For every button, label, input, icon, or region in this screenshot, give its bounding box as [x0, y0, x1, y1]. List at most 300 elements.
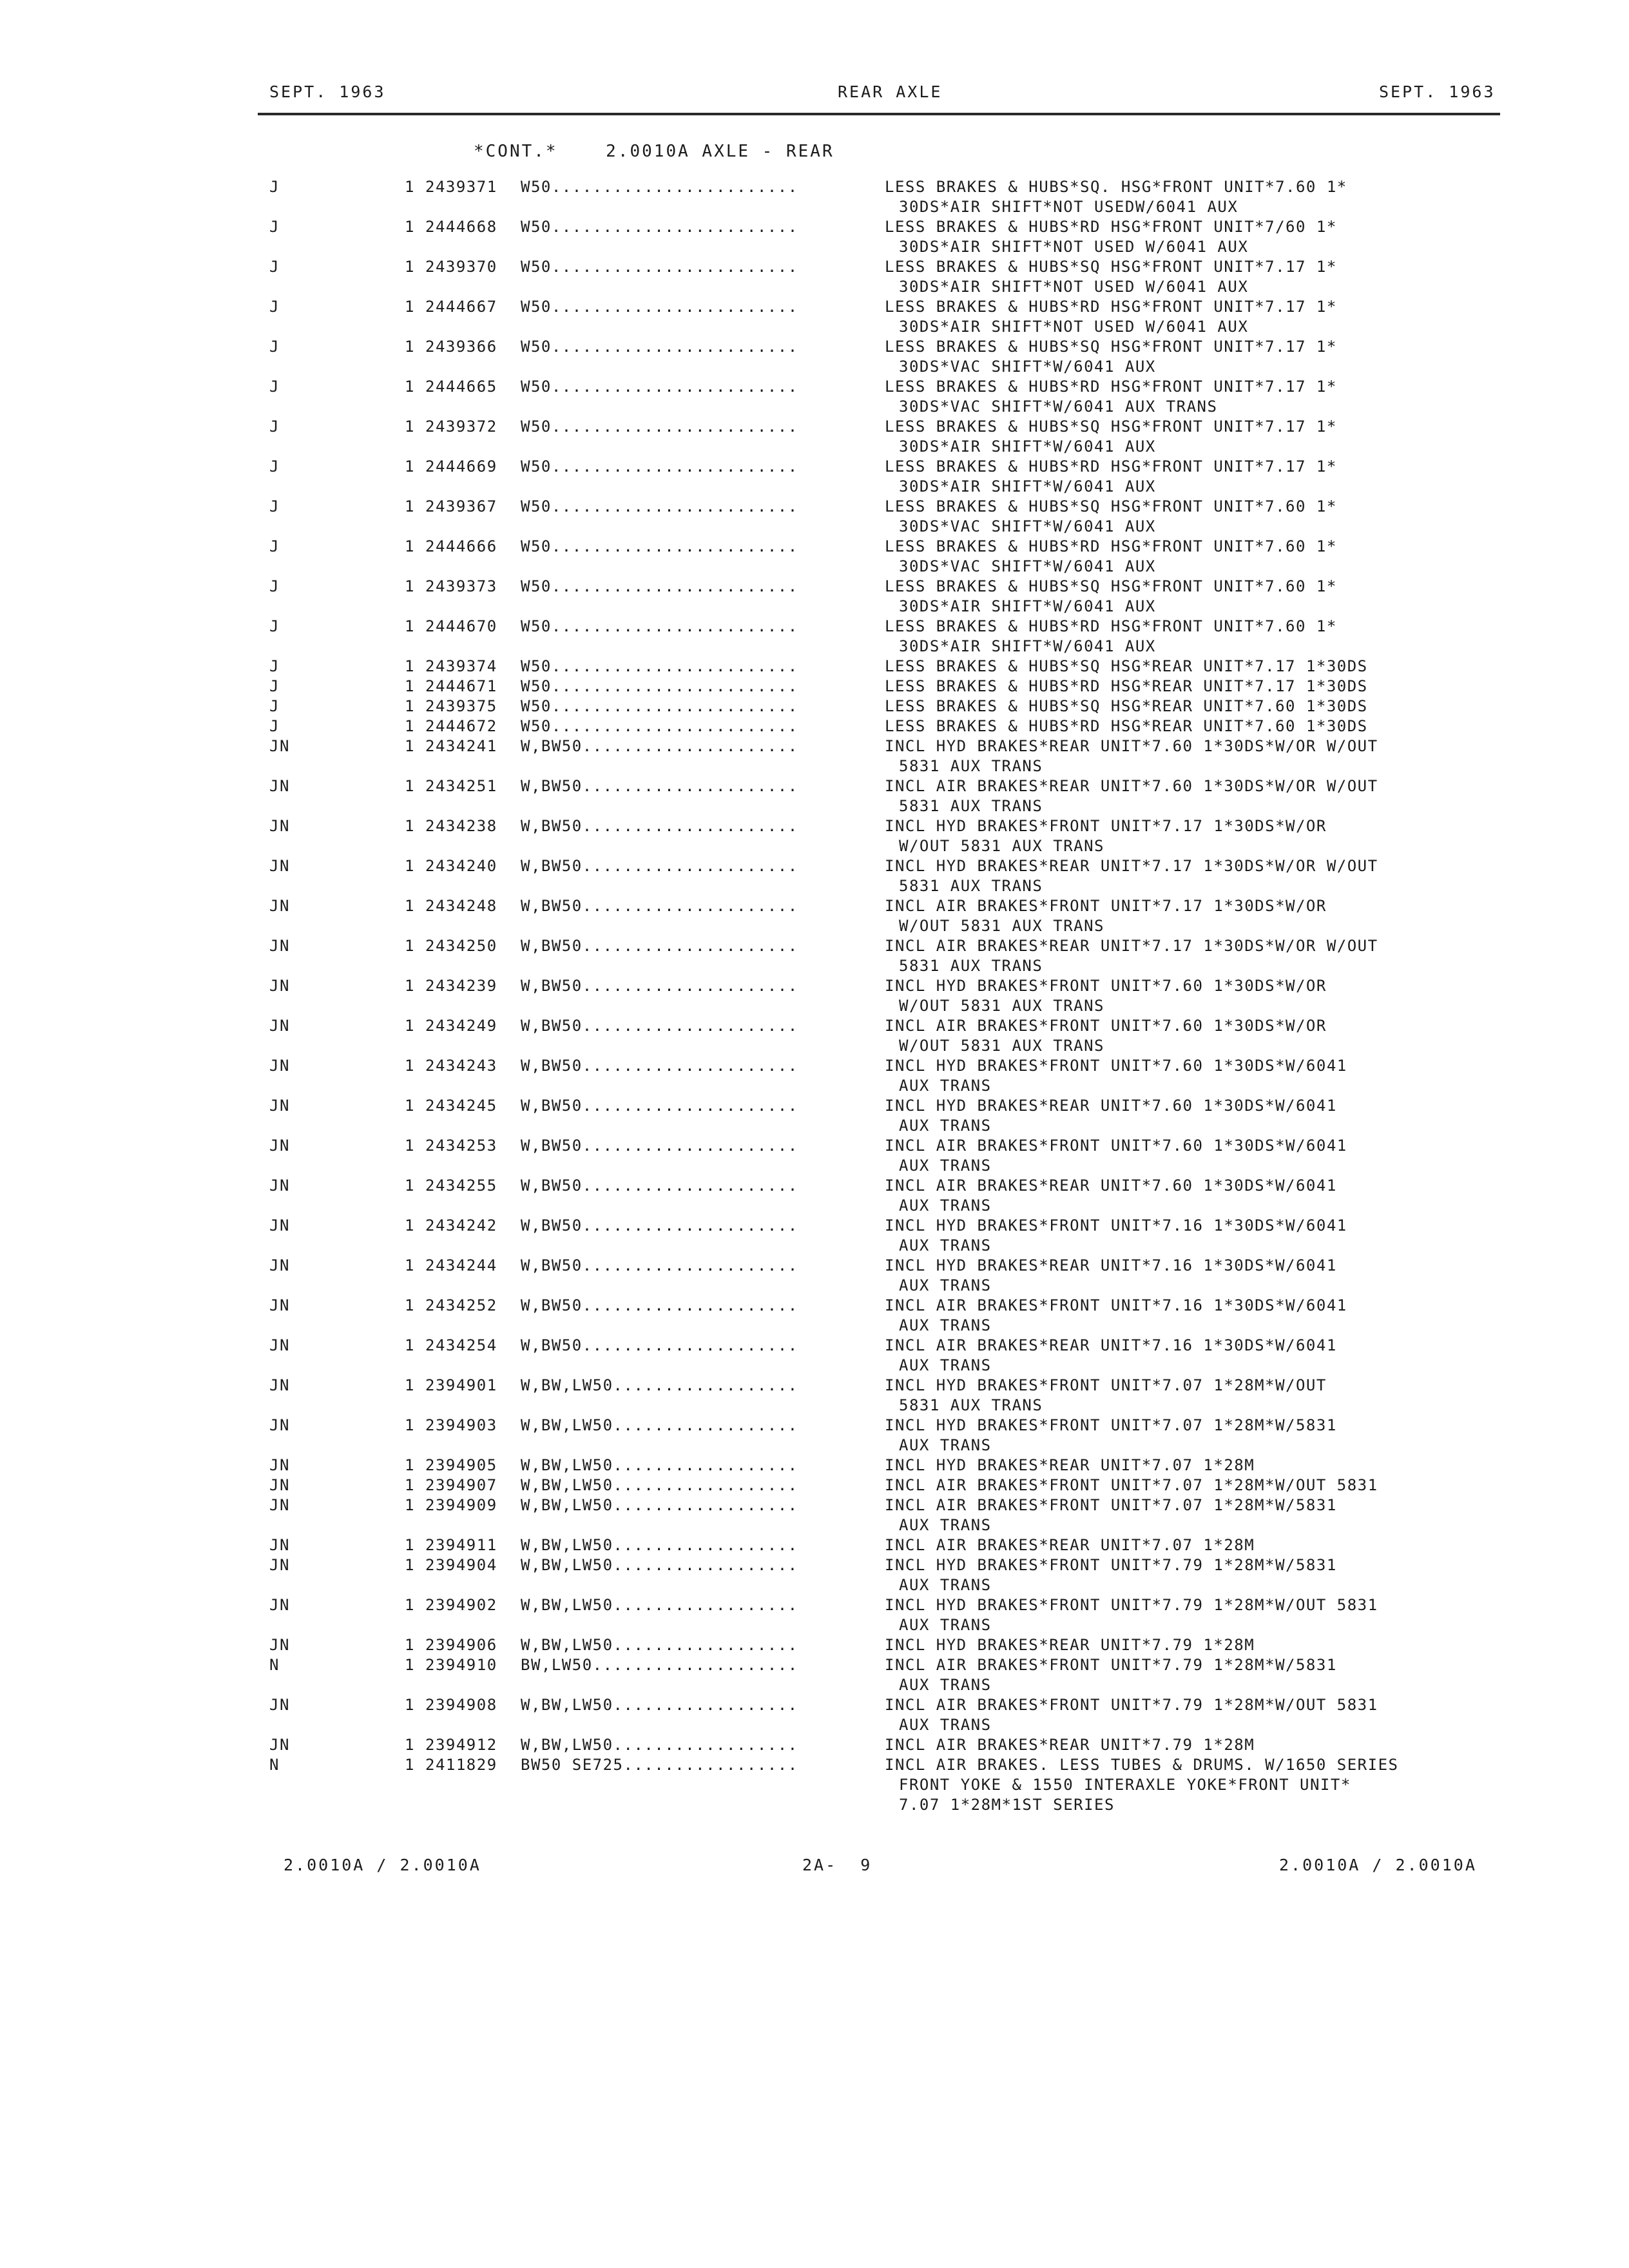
list-item-continuation	[0, 1276, 1629, 1296]
list-item	[0, 1535, 1629, 1555]
usage-code: J	[269, 338, 280, 356]
list-item	[0, 1296, 1629, 1316]
list-item	[0, 1695, 1629, 1715]
description-line: 7.07 1*28M*1ST SERIES	[899, 1796, 1115, 1814]
list-item	[0, 377, 1629, 397]
part-number: 2444665	[425, 378, 497, 396]
quantity: 1	[405, 497, 415, 515]
description-line: INCL HYD BRAKES*FRONT UNIT*7.17 1*30DS*W/OR	[885, 817, 1327, 835]
description-line: INCL HYD BRAKES*REAR UNIT*7.79 1*28M	[885, 1636, 1255, 1654]
dot-leader: ........................	[551, 338, 798, 356]
list-item	[0, 1136, 1629, 1156]
list-item-continuation	[0, 876, 1629, 896]
part-number: 2434251	[425, 777, 497, 795]
description-line: 30DS*AIR SHIFT*W/6041 AUX	[899, 637, 1156, 655]
part-number: 2394911	[425, 1536, 497, 1554]
dot-leader: ........................	[551, 697, 798, 715]
usage-code: J	[269, 298, 280, 316]
list-item	[0, 537, 1629, 557]
dot-leader: .....................	[582, 1256, 798, 1274]
description-line: LESS BRAKES & HUBS*RD HSG*FRONT UNIT*7.17 1*	[885, 457, 1337, 476]
model-applicability	[521, 617, 798, 637]
model-applicability	[521, 1216, 798, 1236]
dot-leader: ..................	[613, 1476, 798, 1494]
part-number: 2439375	[425, 697, 497, 715]
list-item	[0, 1336, 1629, 1356]
list-item-continuation	[0, 1396, 1629, 1416]
model-applicability	[521, 716, 798, 736]
description-line: 30DS*AIR SHIFT*NOT USED W/6041 AUX	[899, 278, 1249, 296]
list-item	[0, 816, 1629, 836]
part-number: 2439372	[425, 418, 497, 436]
model-applicability	[521, 1256, 798, 1276]
model-text: W50	[521, 298, 552, 316]
part-number: 2434253	[425, 1137, 497, 1155]
dot-leader: ....................	[592, 1656, 798, 1674]
description-line: INCL AIR BRAKES*REAR UNIT*7.07 1*28M	[885, 1536, 1255, 1554]
description-line: 5831 AUX TRANS	[899, 797, 1043, 815]
list-item	[0, 736, 1629, 756]
model-applicability	[521, 497, 798, 517]
list-item	[0, 337, 1629, 357]
dot-leader: .................	[623, 1756, 798, 1774]
dot-leader: ........................	[551, 677, 798, 695]
description-line: AUX TRANS	[899, 1356, 992, 1374]
quantity: 1	[405, 857, 415, 875]
usage-code: JN	[269, 1556, 290, 1574]
list-item-continuation	[0, 1515, 1629, 1535]
model-applicability	[521, 457, 798, 477]
model-text: W50	[521, 537, 552, 555]
model-applicability	[521, 736, 798, 756]
part-number: 2394910	[425, 1656, 497, 1674]
description-line: 30DS*AIR SHIFT*NOT USEDW/6041 AUX	[899, 198, 1239, 216]
usage-code: J	[269, 378, 280, 396]
quantity: 1	[405, 457, 415, 476]
list-item-continuation	[0, 1316, 1629, 1336]
description-line: LESS BRAKES & HUBS*SQ HSG*REAR UNIT*7.17 1*30DS	[885, 657, 1368, 675]
list-item-continuation	[0, 397, 1629, 417]
model-applicability	[521, 1635, 798, 1655]
quantity: 1	[405, 1756, 415, 1774]
model-text: W,BW,LW50	[521, 1696, 613, 1714]
dot-leader: ..................	[613, 1736, 798, 1754]
description-line: INCL HYD BRAKES*FRONT UNIT*7.60 1*30DS*W/6041	[885, 1057, 1347, 1075]
description-line: AUX TRANS	[899, 1516, 992, 1534]
model-applicability	[521, 1555, 798, 1575]
list-item-continuation	[0, 477, 1629, 497]
part-number: 2411829	[425, 1756, 497, 1774]
quantity: 1	[405, 1017, 415, 1035]
model-applicability	[521, 177, 798, 197]
model-applicability	[521, 1136, 798, 1156]
model-applicability	[521, 936, 798, 956]
usage-code: J	[269, 677, 280, 695]
part-number: 2444668	[425, 218, 497, 236]
list-item-continuation	[0, 1076, 1629, 1096]
usage-code: J	[269, 497, 280, 515]
model-applicability	[521, 697, 798, 716]
model-applicability	[521, 1535, 798, 1555]
description-line: LESS BRAKES & HUBS*RD HSG*FRONT UNIT*7.17 1*	[885, 378, 1337, 396]
model-applicability	[521, 1336, 798, 1356]
quantity: 1	[405, 1556, 415, 1574]
model-text: BW,LW50	[521, 1656, 593, 1674]
header-rule	[258, 113, 1500, 115]
model-text: W,BW,LW50	[521, 1556, 613, 1574]
usage-code: JN	[269, 1137, 290, 1155]
usage-code: JN	[269, 1376, 290, 1394]
description-line: W/OUT 5831 AUX TRANS	[899, 997, 1104, 1015]
model-applicability	[521, 1655, 798, 1675]
quantity: 1	[405, 1416, 415, 1434]
list-item	[0, 257, 1629, 277]
quantity: 1	[405, 677, 415, 695]
description-line: INCL HYD BRAKES*FRONT UNIT*7.60 1*30DS*W/OR	[885, 977, 1327, 995]
list-item-continuation	[0, 597, 1629, 617]
dot-leader: .....................	[582, 1017, 798, 1035]
usage-code: JN	[269, 1177, 290, 1195]
description-line: 5831 AUX TRANS	[899, 1396, 1043, 1414]
quantity: 1	[405, 617, 415, 635]
list-item-continuation	[0, 557, 1629, 577]
quantity: 1	[405, 1097, 415, 1115]
description-line: 5831 AUX TRANS	[899, 757, 1043, 775]
part-number: 2434254	[425, 1336, 497, 1354]
model-text: W,BW,LW50	[521, 1636, 613, 1654]
list-item	[0, 1416, 1629, 1436]
quantity: 1	[405, 1336, 415, 1354]
list-item	[0, 617, 1629, 637]
model-applicability	[521, 217, 798, 237]
dot-leader: ........................	[551, 418, 798, 436]
model-text: W50	[521, 677, 552, 695]
description-line: LESS BRAKES & HUBS*RD HSG*FRONT UNIT*7/60 1*	[885, 218, 1337, 236]
part-number: 2439366	[425, 338, 497, 356]
quantity: 1	[405, 697, 415, 715]
dot-leader: .....................	[582, 937, 798, 955]
part-number: 2434245	[425, 1097, 497, 1115]
description-line: INCL AIR BRAKES*REAR UNIT*7.60 1*30DS*W/OR W/OUT	[885, 777, 1378, 795]
dot-leader: .....................	[582, 1177, 798, 1195]
list-item	[0, 1256, 1629, 1276]
list-item-continuation	[0, 756, 1629, 776]
dot-leader: ........................	[551, 178, 798, 196]
model-applicability	[521, 377, 798, 397]
usage-code: N	[269, 1756, 280, 1774]
list-item	[0, 1176, 1629, 1196]
description-line: INCL HYD BRAKES*FRONT UNIT*7.07 1*28M*W/OUT	[885, 1376, 1327, 1394]
part-number: 2434238	[425, 817, 497, 835]
part-number: 2394905	[425, 1456, 497, 1474]
model-text: W,BW50	[521, 737, 583, 755]
description-line: W/OUT 5831 AUX TRANS	[899, 1037, 1104, 1055]
description-line: AUX TRANS	[899, 1676, 992, 1694]
list-item	[0, 1475, 1629, 1495]
usage-code: JN	[269, 1256, 290, 1274]
description-line: 30DS*VAC SHIFT*W/6041 AUX	[899, 517, 1156, 535]
list-item-continuation	[0, 237, 1629, 257]
description-line: AUX TRANS	[899, 1236, 992, 1254]
description-line: INCL HYD BRAKES*FRONT UNIT*7.07 1*28M*W/5831	[885, 1416, 1337, 1434]
description-line: 30DS*AIR SHIFT*NOT USED W/6041 AUX	[899, 238, 1249, 256]
list-item-continuation	[0, 1436, 1629, 1456]
description-line: INCL AIR BRAKES*FRONT UNIT*7.60 1*30DS*W/6041	[885, 1137, 1347, 1155]
description-line: LESS BRAKES & HUBS*SQ HSG*FRONT UNIT*7.60 1*	[885, 577, 1337, 595]
list-item	[0, 856, 1629, 876]
usage-code: J	[269, 258, 280, 276]
part-number: 2394902	[425, 1596, 497, 1614]
quantity: 1	[405, 418, 415, 436]
part-number: 2434242	[425, 1216, 497, 1235]
list-item	[0, 177, 1629, 197]
dot-leader: ........................	[551, 298, 798, 316]
quantity: 1	[405, 817, 415, 835]
dot-leader: ..................	[613, 1456, 798, 1474]
description-line: LESS BRAKES & HUBS*RD HSG*REAR UNIT*7.17 1*30DS	[885, 677, 1368, 695]
description-line: AUX TRANS	[899, 1077, 992, 1095]
list-item	[0, 497, 1629, 517]
list-item	[0, 1555, 1629, 1575]
quantity: 1	[405, 1596, 415, 1614]
list-item	[0, 1495, 1629, 1515]
description-line: INCL HYD BRAKES*REAR UNIT*7.07 1*28M	[885, 1456, 1255, 1474]
description-line: INCL HYD BRAKES*FRONT UNIT*7.79 1*28M*W/OUT 5831	[885, 1596, 1378, 1614]
list-item-continuation	[0, 796, 1629, 816]
list-item	[0, 1755, 1629, 1775]
description-line: 30DS*VAC SHIFT*W/6041 AUX	[899, 557, 1156, 575]
model-text: W50	[521, 178, 552, 196]
quantity: 1	[405, 298, 415, 316]
dot-leader: ........................	[551, 657, 798, 675]
description-line: AUX TRANS	[899, 1196, 992, 1215]
model-applicability	[521, 677, 798, 697]
model-text: W,BW,LW50	[521, 1596, 613, 1614]
description-line: 30DS*VAC SHIFT*W/6041 AUX	[899, 358, 1156, 376]
dot-leader: ..................	[613, 1416, 798, 1434]
dot-leader: .....................	[582, 1137, 798, 1155]
description-line: AUX TRANS	[899, 1576, 992, 1594]
list-item-continuation	[0, 1236, 1629, 1256]
dot-leader: ..................	[613, 1636, 798, 1654]
quantity: 1	[405, 1137, 415, 1155]
model-applicability	[521, 1296, 798, 1316]
dot-leader: ........................	[551, 497, 798, 515]
dot-leader: .....................	[582, 1336, 798, 1354]
usage-code: JN	[269, 1057, 290, 1075]
list-item-continuation	[0, 1675, 1629, 1695]
model-applicability	[521, 257, 798, 277]
model-text: W,BW,LW50	[521, 1476, 613, 1494]
model-text: W,BW,LW50	[521, 1416, 613, 1434]
description-line: LESS BRAKES & HUBS*RD HSG*FRONT UNIT*7.60 1*	[885, 617, 1337, 635]
part-number: 2394909	[425, 1496, 497, 1514]
model-text: W,BW,LW50	[521, 1456, 613, 1474]
usage-code: JN	[269, 1736, 290, 1754]
list-item-continuation	[0, 1196, 1629, 1216]
description-line: INCL HYD BRAKES*REAR UNIT*7.60 1*30DS*W/OR W/OUT	[885, 737, 1378, 755]
part-number: 2444667	[425, 298, 497, 316]
model-text: W,BW50	[521, 977, 583, 995]
list-item-continuation	[0, 437, 1629, 457]
list-item-continuation	[0, 1795, 1629, 1815]
model-applicability	[521, 1735, 798, 1755]
list-item-continuation	[0, 1156, 1629, 1176]
model-text: W,BW50	[521, 857, 583, 875]
model-text: W50	[521, 378, 552, 396]
usage-code: JN	[269, 1596, 290, 1614]
quantity: 1	[405, 178, 415, 196]
usage-code: JN	[269, 1456, 290, 1474]
part-number: 2394903	[425, 1416, 497, 1434]
header-date-right: SEPT. 1963	[1379, 82, 1496, 101]
usage-code: JN	[269, 817, 290, 835]
part-number: 2434239	[425, 977, 497, 995]
model-applicability	[521, 1475, 798, 1495]
quantity: 1	[405, 657, 415, 675]
dot-leader: ..................	[613, 1536, 798, 1554]
usage-code: JN	[269, 977, 290, 995]
dot-leader: ........................	[551, 577, 798, 595]
description-line: INCL HYD BRAKES*FRONT UNIT*7.16 1*30DS*W/6041	[885, 1216, 1347, 1235]
dot-leader: .....................	[582, 977, 798, 995]
footer-ref-left: 2.0010A / 2.0010A	[284, 1856, 481, 1874]
description-line: INCL AIR BRAKES*FRONT UNIT*7.16 1*30DS*W/6041	[885, 1296, 1347, 1314]
description-line: INCL AIR BRAKES*FRONT UNIT*7.60 1*30DS*W/OR	[885, 1017, 1327, 1035]
dot-leader: ........................	[551, 258, 798, 276]
part-number: 2434244	[425, 1256, 497, 1274]
dot-leader: ........................	[551, 617, 798, 635]
description-line: INCL AIR BRAKES*FRONT UNIT*7.17 1*30DS*W/OR	[885, 897, 1327, 915]
model-text: W,BW50	[521, 897, 583, 915]
description-line: FRONT YOKE & 1550 INTERAXLE YOKE*FRONT UNIT*	[899, 1776, 1351, 1794]
list-item	[0, 677, 1629, 697]
list-item-continuation	[0, 637, 1629, 657]
description-line: LESS BRAKES & HUBS*RD HSG*REAR UNIT*7.60 1*30DS	[885, 717, 1368, 735]
part-number: 2394912	[425, 1736, 497, 1754]
usage-code: JN	[269, 1476, 290, 1494]
dot-leader: ..................	[613, 1596, 798, 1614]
description-line: 30DS*AIR SHIFT*W/6041 AUX	[899, 597, 1156, 615]
list-item-continuation	[0, 836, 1629, 856]
usage-code: JN	[269, 1636, 290, 1654]
part-number: 2444666	[425, 537, 497, 555]
model-text: W,BW50	[521, 1137, 583, 1155]
description-line: LESS BRAKES & HUBS*SQ HSG*REAR UNIT*7.60 1*30DS	[885, 697, 1368, 715]
usage-code: JN	[269, 857, 290, 875]
usage-code: JN	[269, 1696, 290, 1714]
model-text: W50	[521, 338, 552, 356]
list-item	[0, 776, 1629, 796]
description-line: 30DS*VAC SHIFT*W/6041 AUX TRANS	[899, 398, 1218, 416]
list-item-continuation	[0, 1775, 1629, 1795]
usage-code: J	[269, 457, 280, 476]
model-text: W,BW50	[521, 1296, 583, 1314]
part-number: 2444670	[425, 617, 497, 635]
list-item	[0, 716, 1629, 736]
part-number: 2434243	[425, 1057, 497, 1075]
dot-leader: ..................	[613, 1696, 798, 1714]
part-number: 2434252	[425, 1296, 497, 1314]
description-line: LESS BRAKES & HUBS*SQ. HSG*FRONT UNIT*7.60 1*	[885, 178, 1347, 196]
quantity: 1	[405, 1216, 415, 1235]
model-text: W,BW,LW50	[521, 1736, 613, 1754]
dot-leader: .....................	[582, 1296, 798, 1314]
list-item-continuation	[0, 197, 1629, 217]
model-applicability	[521, 657, 798, 677]
list-item	[0, 1376, 1629, 1396]
list-item-continuation	[0, 956, 1629, 976]
part-number: 2434249	[425, 1017, 497, 1035]
model-applicability	[521, 337, 798, 357]
model-applicability	[521, 1416, 798, 1436]
usage-code: J	[269, 178, 280, 196]
model-text: BW50 SE725	[521, 1756, 624, 1774]
list-item	[0, 217, 1629, 237]
quantity: 1	[405, 218, 415, 236]
header-date-left: SEPT. 1963	[269, 82, 386, 101]
usage-code: J	[269, 697, 280, 715]
footer-page-number: 2A- 9	[802, 1856, 872, 1874]
dot-leader: .....................	[582, 857, 798, 875]
dot-leader: .....................	[582, 1057, 798, 1075]
model-text: W,BW50	[521, 937, 583, 955]
dot-leader: .....................	[582, 817, 798, 835]
model-text: W50	[521, 657, 552, 675]
list-item	[0, 1635, 1629, 1655]
model-text: W,BW50	[521, 1256, 583, 1274]
part-number: 2434240	[425, 857, 497, 875]
usage-code: JN	[269, 737, 290, 755]
model-text: W50	[521, 418, 552, 436]
list-item-continuation	[0, 916, 1629, 936]
dot-leader: ........................	[551, 378, 798, 396]
model-text: W,BW50	[521, 817, 583, 835]
quantity: 1	[405, 1476, 415, 1494]
model-applicability	[521, 1495, 798, 1515]
usage-code: J	[269, 717, 280, 735]
usage-code: JN	[269, 777, 290, 795]
dot-leader: ........................	[551, 717, 798, 735]
part-number: 2394907	[425, 1476, 497, 1494]
usage-code: JN	[269, 1296, 290, 1314]
list-item	[0, 1595, 1629, 1615]
dot-leader: .....................	[582, 1097, 798, 1115]
usage-code: J	[269, 577, 280, 595]
model-text: W,BW50	[521, 777, 583, 795]
quantity: 1	[405, 1256, 415, 1274]
quantity: 1	[405, 338, 415, 356]
model-text: W,BW50	[521, 1057, 583, 1075]
model-applicability	[521, 1755, 798, 1775]
list-item	[0, 297, 1629, 317]
part-number: 2439371	[425, 178, 497, 196]
quantity: 1	[405, 1177, 415, 1195]
model-applicability	[521, 1456, 798, 1475]
part-number: 2434248	[425, 897, 497, 915]
list-item-continuation	[0, 317, 1629, 337]
description-line: W/OUT 5831 AUX TRANS	[899, 837, 1104, 855]
footer-ref-right: 2.0010A / 2.0010A	[1279, 1856, 1477, 1874]
description-line: 30DS*AIR SHIFT*W/6041 AUX	[899, 437, 1156, 456]
model-text: W,BW,LW50	[521, 1376, 613, 1394]
usage-code: JN	[269, 1017, 290, 1035]
usage-code: JN	[269, 897, 290, 915]
part-number: 2439373	[425, 577, 497, 595]
quantity: 1	[405, 1696, 415, 1714]
model-text: W,BW50	[521, 1336, 583, 1354]
description-line: LESS BRAKES & HUBS*SQ HSG*FRONT UNIT*7.17 1*	[885, 338, 1337, 356]
